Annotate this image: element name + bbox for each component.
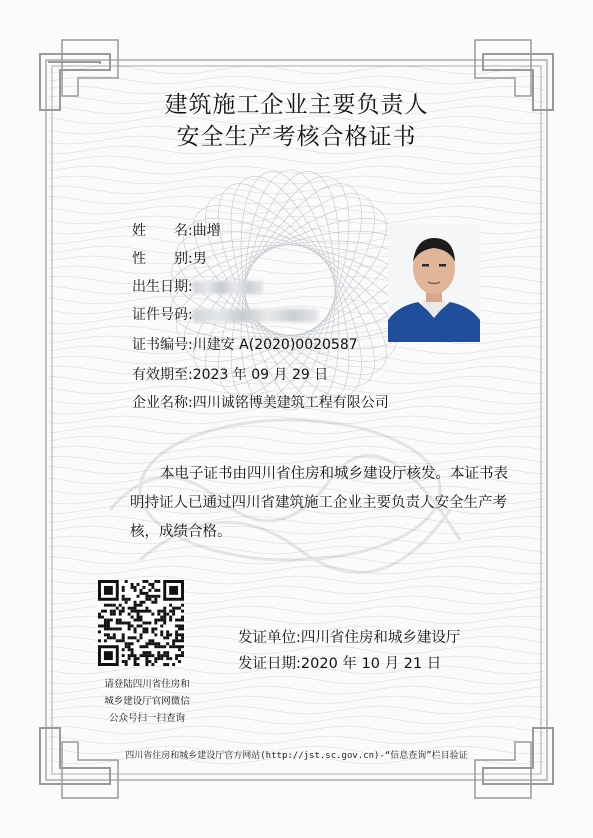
certificate-title-line2: 安全生产考核合格证书 <box>176 124 417 150</box>
certificate-statement: 本电子证书由四川省住房和城乡建设厅核发。本证书表明持证人已通过四川省建筑施工企业主要负责人安全生产考核，成绩合格。 <box>130 466 508 540</box>
holder-photo <box>388 224 480 342</box>
qr-instruction-line1: 请登陆四川省住房和 <box>104 679 190 690</box>
verification-qr-code[interactable] <box>98 580 184 666</box>
name-value: 曲增 <box>192 223 221 239</box>
id-field <box>132 304 318 324</box>
name-label: 姓 名: <box>132 223 193 239</box>
qr-instruction-line3: 公众号扫一扫查询 <box>108 713 185 724</box>
company-value: 四川诚铭博美建筑工程有限公司 <box>192 395 389 411</box>
birth-field <box>132 276 263 296</box>
valid-label: 有效期至: <box>132 367 193 383</box>
issue-date <box>238 652 441 673</box>
cert-no-label: 证书编号: <box>132 337 193 353</box>
valid-value: 2023 年 09 月 29 日 <box>192 367 329 383</box>
issue-date-value: 2020 年 10 月 21 日 <box>300 656 442 672</box>
qr-instruction-line2: 城乡建设厅官网微信 <box>104 696 190 707</box>
company-label: 企业名称: <box>132 395 193 411</box>
cert-no-value: 川建安 A(2020)0020587 <box>192 337 358 353</box>
cert-no-field <box>132 334 358 354</box>
issuer-unit-value: 四川省住房和城乡建设厅 <box>300 630 461 646</box>
birth-redacted <box>193 281 263 294</box>
company-field <box>132 392 389 412</box>
issuer-unit <box>238 626 460 647</box>
qr-instruction <box>92 676 202 727</box>
issuer-unit-label: 发证单位: <box>238 630 301 646</box>
gender-field <box>132 248 207 268</box>
gender-label: 性 别: <box>132 251 193 267</box>
certificate-title-line1: 建筑施工企业主要负责人 <box>164 92 429 118</box>
id-label: 证件号码: <box>132 307 193 323</box>
verification-footer: 四川省住房和城乡建设厅官方网站(http://jst.sc.gov.cn)-“信息查询”栏目验证 <box>125 751 468 761</box>
valid-field <box>132 364 328 384</box>
id-redacted <box>193 309 318 322</box>
issue-date-label: 发证日期: <box>238 656 301 672</box>
gender-value: 男 <box>192 251 207 267</box>
birth-label: 出生日期: <box>132 279 193 295</box>
name-field <box>132 220 221 240</box>
